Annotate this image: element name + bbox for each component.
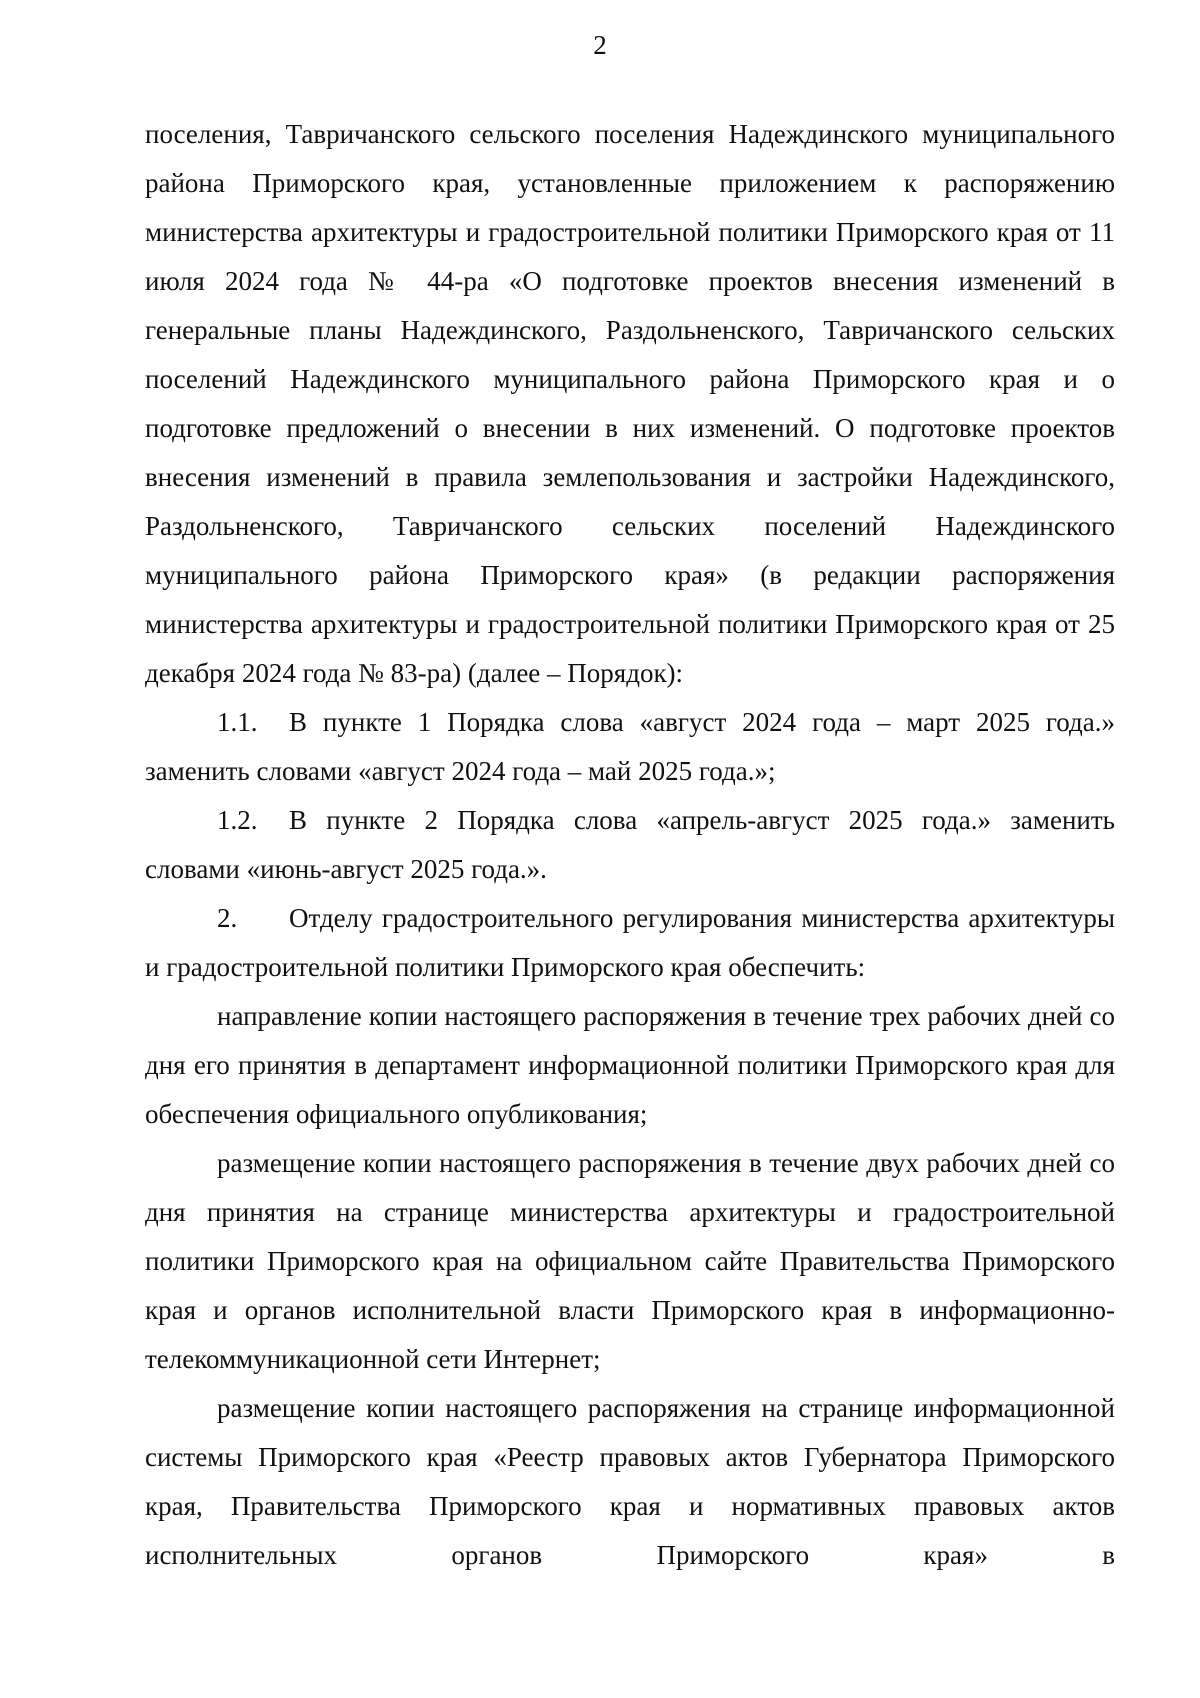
- paragraph-item-1-1: [145, 698, 1115, 796]
- item-number: 2.: [217, 903, 238, 933]
- item-text: Отделу градостроительного регулирования министерства архитектуры и градостроительной политики Приморского края обеспечить:: [145, 903, 1115, 982]
- paragraph-item-2-b: размещение копии настоящего распоряжения в течение двух рабочих дней со дня принятия на странице министерства архитектуры и градостроительной политики Приморского края на официальном сайте Правительства Приморского края и органов исполнительной власти Приморского края в информационно-телекоммуникационной сети Интернет;: [145, 1148, 1115, 1374]
- paragraph-item-2: [145, 894, 1115, 992]
- paragraph-item-2-c: размещение копии настоящего распоряжения на странице информационной системы Приморского края «Реестр правовых актов Губернатора Приморского края, Правительства Приморского края и нормативных правовых актов исполнительных органов Приморского края» в: [145, 1393, 1115, 1570]
- document-body: [145, 110, 1115, 1580]
- page-number: 2: [593, 30, 607, 60]
- item-number: 1.1.: [217, 707, 258, 737]
- item-text: В пункте 1 Порядка слова «август 2024 года – март 2025 года.» заменить словами «август 2024 года – май 2025 года.»;: [145, 707, 1115, 786]
- paragraph-item-1-2: [145, 796, 1115, 894]
- paragraph-item-2-a: направление копии настоящего распоряжения в течение трех рабочих дней со дня его принятия в департамент информационной политики Приморского края для обеспечения официального опубликования;: [145, 1001, 1115, 1129]
- item-number: 1.2.: [217, 805, 258, 835]
- paragraph-intro: поселения, Тавричанского сельского поселения Надеждинского муниципального района Приморского края, установленные приложением к распоряжению министерства архитектуры и градостроительной политики Приморского края от 11 июля 2024 года № 44-ра «О подготовке проектов внесения изменений в генеральные планы Надеждинского, Раздольненского, Тавричанского сельских поселений Надеждинского муниципального района Приморского края и о подготовке предложений о внесении в них изменений. О подготовке проектов внесения изменений в правила землепользования и застройки Надеждинского, Раздольненского, Тавричанского сельских поселений Надеждинского муниципального района Приморского края» (в редакции распоряжения министерства архитектуры и градостроительной политики Приморского края от 25 декабря 2024 года № 83-ра) (далее – Порядок):: [145, 119, 1115, 688]
- item-text: В пункте 2 Порядка слова «апрель-август 2025 года.» заменить словами «июнь-август 2025 года.».: [145, 805, 1115, 884]
